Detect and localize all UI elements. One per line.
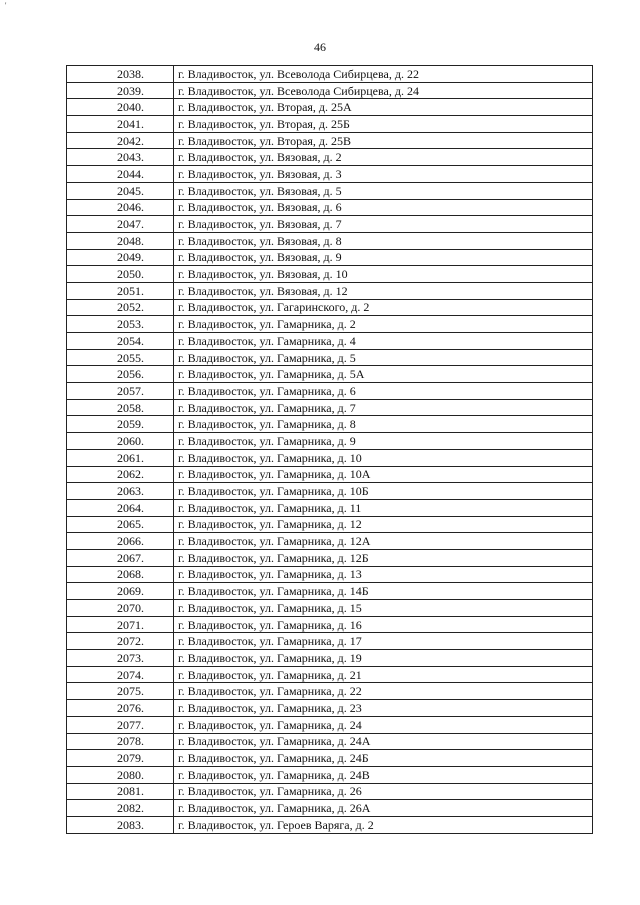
address-cell: г. Владивосток, ул. Гагаринского, д. 2: [174, 299, 593, 316]
table-row: [67, 483, 593, 500]
row-number-cell: 2045.: [67, 182, 174, 199]
row-number-cell: 2046.: [67, 199, 174, 216]
address-cell: г. Владивосток, ул. Гамарника, д. 7: [174, 399, 593, 416]
row-number-cell: 2073.: [67, 650, 174, 667]
row-number-cell: 2082.: [67, 800, 174, 817]
address-cell: г. Владивосток, ул. Вязовая, д. 3: [174, 166, 593, 183]
row-number-cell: 2074.: [67, 666, 174, 683]
table-row: [67, 566, 593, 583]
row-number-cell: 2055.: [67, 349, 174, 366]
row-number-cell: 2060.: [67, 433, 174, 450]
table-row: [67, 549, 593, 566]
row-number-cell: 2057.: [67, 383, 174, 400]
row-number-cell: 2079.: [67, 750, 174, 767]
row-number-cell: 2041.: [67, 116, 174, 133]
row-number-cell: 2042.: [67, 132, 174, 149]
address-cell: г. Владивосток, ул. Всеволода Сибирцева, д. 22: [174, 66, 593, 83]
row-number-cell: 2083.: [67, 816, 174, 833]
table-row: [67, 433, 593, 450]
address-cell: г. Владивосток, ул. Гамарника, д. 26А: [174, 800, 593, 817]
table-row: [67, 716, 593, 733]
row-number-cell: 2051.: [67, 282, 174, 299]
address-cell: г. Владивосток, ул. Гамарника, д. 21: [174, 666, 593, 683]
table-row: [67, 733, 593, 750]
address-cell: г. Владивосток, ул. Гамарника, д. 26: [174, 783, 593, 800]
table-row: [67, 316, 593, 333]
address-cell: г. Владивосток, ул. Гамарника, д. 19: [174, 650, 593, 667]
table-row: [67, 633, 593, 650]
address-cell: г. Владивосток, ул. Вторая, д. 25А: [174, 99, 593, 116]
table-row: [67, 216, 593, 233]
address-cell: г. Владивосток, ул. Гамарника, д. 24В: [174, 766, 593, 783]
address-cell: г. Владивосток, ул. Вязовая, д. 9: [174, 249, 593, 266]
row-number-cell: 2048.: [67, 232, 174, 249]
row-number-cell: 2078.: [67, 733, 174, 750]
table-row: [67, 416, 593, 433]
address-cell: г. Владивосток, ул. Гамарника, д. 9: [174, 433, 593, 450]
row-number-cell: 2067.: [67, 549, 174, 566]
table-row: [67, 333, 593, 350]
address-cell: г. Владивосток, ул. Гамарника, д. 16: [174, 616, 593, 633]
row-number-cell: 2061.: [67, 449, 174, 466]
table-row: [67, 650, 593, 667]
table-row: [67, 116, 593, 133]
address-cell: г. Владивосток, ул. Гамарника, д. 12А: [174, 533, 593, 550]
address-cell: г. Владивосток, ул. Вязовая, д. 5: [174, 182, 593, 199]
row-number-cell: 2071.: [67, 616, 174, 633]
address-cell: г. Владивосток, ул. Вторая, д. 25В: [174, 132, 593, 149]
address-cell: г. Владивосток, ул. Гамарника, д. 10: [174, 449, 593, 466]
address-cell: г. Владивосток, ул. Гамарника, д. 24Б: [174, 750, 593, 767]
table-row: [67, 816, 593, 833]
row-number-cell: 2049.: [67, 249, 174, 266]
row-number-cell: 2069.: [67, 583, 174, 600]
row-number-cell: 2062.: [67, 466, 174, 483]
address-cell: г. Владивосток, ул. Гамарника, д. 22: [174, 683, 593, 700]
address-cell: г. Владивосток, ул. Гамарника, д. 8: [174, 416, 593, 433]
address-cell: г. Владивосток, ул. Гамарника, д. 15: [174, 600, 593, 617]
address-cell: г. Владивосток, ул. Вязовая, д. 12: [174, 282, 593, 299]
row-number-cell: 2066.: [67, 533, 174, 550]
table-row: [67, 449, 593, 466]
table-row: [67, 282, 593, 299]
table-row: [67, 600, 593, 617]
row-number-cell: 2044.: [67, 166, 174, 183]
row-number-cell: 2050.: [67, 266, 174, 283]
row-number-cell: 2063.: [67, 483, 174, 500]
table-row: [67, 700, 593, 717]
address-cell: г. Владивосток, ул. Гамарника, д. 23: [174, 700, 593, 717]
address-cell: г. Владивосток, ул. Гамарника, д. 13: [174, 566, 593, 583]
table-row: [67, 683, 593, 700]
row-number-cell: 2070.: [67, 600, 174, 617]
table-row: [67, 82, 593, 99]
table-row: [67, 516, 593, 533]
table-row: [67, 666, 593, 683]
row-number-cell: 2043.: [67, 149, 174, 166]
address-cell: г. Владивосток, ул. Вязовая, д. 8: [174, 232, 593, 249]
table-row: [67, 366, 593, 383]
address-cell: г. Владивосток, ул. Гамарника, д. 10А: [174, 466, 593, 483]
row-number-cell: 2072.: [67, 633, 174, 650]
address-cell: г. Владивосток, ул. Всеволода Сибирцева, д. 24: [174, 82, 593, 99]
row-number-cell: 2064.: [67, 499, 174, 516]
address-cell: г. Владивосток, ул. Гамарника, д. 10Б: [174, 483, 593, 500]
address-cell: г. Владивосток, ул. Гамарника, д. 24А: [174, 733, 593, 750]
row-number-cell: 2065.: [67, 516, 174, 533]
row-number-cell: 2058.: [67, 399, 174, 416]
row-number-cell: 2047.: [67, 216, 174, 233]
row-number-cell: 2068.: [67, 566, 174, 583]
table-row: [67, 132, 593, 149]
table-row: [67, 149, 593, 166]
address-cell: г. Владивосток, ул. Вязовая, д. 7: [174, 216, 593, 233]
address-table-body: [67, 66, 593, 834]
row-number-cell: 2075.: [67, 683, 174, 700]
row-number-cell: 2053.: [67, 316, 174, 333]
address-cell: г. Владивосток, ул. Вязовая, д. 2: [174, 149, 593, 166]
table-row: [67, 249, 593, 266]
row-number-cell: 2040.: [67, 99, 174, 116]
table-row: [67, 166, 593, 183]
table-row: [67, 533, 593, 550]
row-number-cell: 2052.: [67, 299, 174, 316]
table-row: [67, 766, 593, 783]
address-cell: г. Владивосток, ул. Гамарника, д. 24: [174, 716, 593, 733]
table-row: [67, 182, 593, 199]
address-cell: г. Владивосток, ул. Вязовая, д. 10: [174, 266, 593, 283]
row-number-cell: 2081.: [67, 783, 174, 800]
table-row: [67, 299, 593, 316]
table-row: [67, 266, 593, 283]
row-number-cell: 2039.: [67, 82, 174, 99]
address-cell: г. Владивосток, ул. Гамарника, д. 6: [174, 383, 593, 400]
row-number-cell: 2059.: [67, 416, 174, 433]
address-cell: г. Владивосток, ул. Гамарника, д. 5: [174, 349, 593, 366]
table-row: [67, 232, 593, 249]
address-table: [66, 65, 593, 834]
row-number-cell: 2080.: [67, 766, 174, 783]
table-row: [67, 800, 593, 817]
address-cell: г. Владивосток, ул. Гамарника, д. 2: [174, 316, 593, 333]
address-cell: г. Владивосток, ул. Вторая, д. 25Б: [174, 116, 593, 133]
table-row: [67, 349, 593, 366]
address-cell: г. Владивосток, ул. Гамарника, д. 17: [174, 633, 593, 650]
table-row: [67, 199, 593, 216]
row-number-cell: 2076.: [67, 700, 174, 717]
table-row: [67, 66, 593, 83]
corner-mark: ': [5, 1, 7, 10]
table-row: [67, 383, 593, 400]
address-cell: г. Владивосток, ул. Вязовая, д. 6: [174, 199, 593, 216]
row-number-cell: 2056.: [67, 366, 174, 383]
row-number-cell: 2077.: [67, 716, 174, 733]
table-row: [67, 99, 593, 116]
address-cell: г. Владивосток, ул. Гамарника, д. 12Б: [174, 549, 593, 566]
table-row: [67, 499, 593, 516]
address-cell: г. Владивосток, ул. Гамарника, д. 4: [174, 333, 593, 350]
table-row: [67, 466, 593, 483]
table-row: [67, 616, 593, 633]
table-row: [67, 399, 593, 416]
table-row: [67, 783, 593, 800]
table-row: [67, 583, 593, 600]
row-number-cell: 2054.: [67, 333, 174, 350]
address-cell: г. Владивосток, ул. Гамарника, д. 12: [174, 516, 593, 533]
row-number-cell: 2038.: [67, 66, 174, 83]
address-cell: г. Владивосток, ул. Гамарника, д. 14Б: [174, 583, 593, 600]
table-row: [67, 750, 593, 767]
page-number: 46: [314, 40, 326, 54]
address-cell: г. Владивосток, ул. Гамарника, д. 5А: [174, 366, 593, 383]
address-cell: г. Владивосток, ул. Гамарника, д. 11: [174, 499, 593, 516]
address-cell: г. Владивосток, ул. Героев Варяга, д. 2: [174, 816, 593, 833]
